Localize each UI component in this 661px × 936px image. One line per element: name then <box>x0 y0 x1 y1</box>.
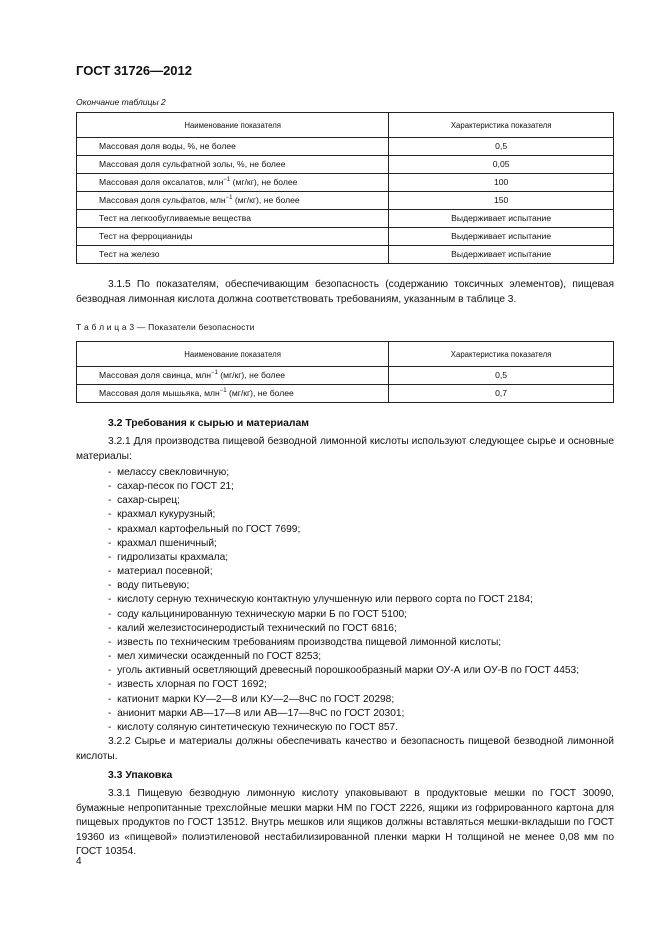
list-item: - сахар-сырец; <box>108 494 579 508</box>
paragraph-3-1-5: 3.1.5 По показателям, обеспечивающим безопасность (содержанию токсичных элементов), пищевая безводная лимонная кислота должна соответствовать требованиям, указанным в таблице 3. <box>76 279 614 305</box>
materials-list <box>108 466 579 735</box>
row-name: Массовая доля сульфатной золы, %, не более <box>77 156 389 174</box>
list-item: - гидролизаты крахмала; <box>108 551 579 565</box>
column-header-name: Наименование показателя <box>77 342 389 367</box>
paragraph-3-3-1: 3.3.1 Пищевую безводную лимонную кислоту упаковывают в продуктовые мешки по ГОСТ 30090, бумажные непропитанные трехслойные мешки марки НМ по ГОСТ 2226, ящики из гофрированного картона для пищевых продуктов по ГОСТ 13512. Внутрь мешков или ящиков должны вставляться мешки-вкладыши по ГОСТ 19360 из «пищевой» полиэтиленовой нестабилизированной пленки марки Н толщиной не менее 0,08 мм по ГОСТ 10354. <box>76 788 614 858</box>
list-item: - сахар-песок по ГОСТ 21; <box>108 480 579 494</box>
row-name: Массовая доля оксалатов, млн$^{-1}$ (мг/кг), не более <box>77 174 389 192</box>
row-value: Выдерживает испытание <box>389 210 614 228</box>
section-3-3-title: 3.3 Упаковка <box>108 770 173 781</box>
list-item: - анионит марки АВ—17—8 или АВ—17—8чС по ГОСТ 20301; <box>108 707 579 721</box>
row-name: Массовая доля мышьяка, млн$^{-1}$ (мг/кг), не более <box>77 385 389 403</box>
row-name: Массовая доля сульфатов, млн$^{-1}$ (мг/кг), не более <box>77 192 389 210</box>
list-item: - известь по техническим требованиям производства пищевой лимонной кислоты; <box>108 636 579 650</box>
table-row <box>77 192 614 210</box>
table-row <box>77 210 614 228</box>
row-value: 100 <box>389 174 614 192</box>
list-item: - мел химически осажденный по ГОСТ 8253; <box>108 650 579 664</box>
list-item: - известь хлорная по ГОСТ 1692; <box>108 678 579 692</box>
list-item: - воду питьевую; <box>108 579 579 593</box>
row-name: Тест на железо <box>77 246 389 264</box>
section-3-2-title: 3.2 Требования к сырью и материалам <box>108 418 309 429</box>
list-item: - крахмал пшеничный; <box>108 537 579 551</box>
table-header-row <box>77 342 614 367</box>
list-item: - уголь активный осветляющий древесный порошкообразный марки ОУ-А или ОУ-В по ГОСТ 4453; <box>108 664 579 678</box>
paragraph-3-2-1: 3.2.1 Для производства пищевой безводной лимонной кислоты используют следующее сырье и основные материалы: <box>76 436 614 462</box>
column-header-name: Наименование показателя <box>77 113 389 138</box>
table-header-row <box>77 113 614 138</box>
table-row <box>77 174 614 192</box>
list-item: - кислоту соляную синтетическую техническую по ГОСТ 857. <box>108 721 579 735</box>
table-2 <box>76 112 614 264</box>
list-item: - катионит марки КУ—2—8 или КУ—2—8чС по ГОСТ 20298; <box>108 693 579 707</box>
table-row <box>77 228 614 246</box>
row-value: 0,5 <box>389 367 614 385</box>
table2-caption: Окончание таблицы 2 <box>76 97 166 107</box>
list-item: - крахмал картофельный по ГОСТ 7699; <box>108 523 579 537</box>
list-item: - материал посевной; <box>108 565 579 579</box>
list-item: - соду кальцинированную техническую марки Б по ГОСТ 5100; <box>108 608 579 622</box>
row-name: Тест на ферроцианиды <box>77 228 389 246</box>
table-row <box>77 156 614 174</box>
column-header-value: Характеристика показателя <box>389 113 614 138</box>
row-name: Массовая доля свинца, млн$^{-1}$ (мг/кг), не более <box>77 367 389 385</box>
table-row <box>77 385 614 403</box>
row-value: 0,5 <box>389 138 614 156</box>
table-row <box>77 138 614 156</box>
list-item: - кислоту серную техническую контактную улучшенную или первого сорта по ГОСТ 2184; <box>108 593 579 607</box>
table-row <box>77 246 614 264</box>
row-value: 0,05 <box>389 156 614 174</box>
row-name: Массовая доля воды, %, не более <box>77 138 389 156</box>
table-3 <box>76 341 614 403</box>
row-value: 0,7 <box>389 385 614 403</box>
row-value: Выдерживает испытание <box>389 228 614 246</box>
row-value: Выдерживает испытание <box>389 246 614 264</box>
row-name: Тест на легкообугливаемые вещества <box>77 210 389 228</box>
document-header: ГОСТ 31726—2012 <box>76 63 192 78</box>
table-row <box>77 367 614 385</box>
row-value: 150 <box>389 192 614 210</box>
table3-caption: Т а б л и ц а 3 — Показатели безопасности <box>76 322 255 332</box>
paragraph-3-2-2: 3.2.2 Сырье и материалы должны обеспечивать качество и безопасность пищевой безводной лимонной кислоты. <box>76 736 614 762</box>
page-number: 4 <box>76 856 82 867</box>
list-item: - крахмал кукурузный; <box>108 508 579 522</box>
list-item: - мелассу свекловичную; <box>108 466 579 480</box>
list-item: - калий железистосинеродистый технический по ГОСТ 6816; <box>108 622 579 636</box>
column-header-value: Характеристика показателя <box>389 342 614 367</box>
